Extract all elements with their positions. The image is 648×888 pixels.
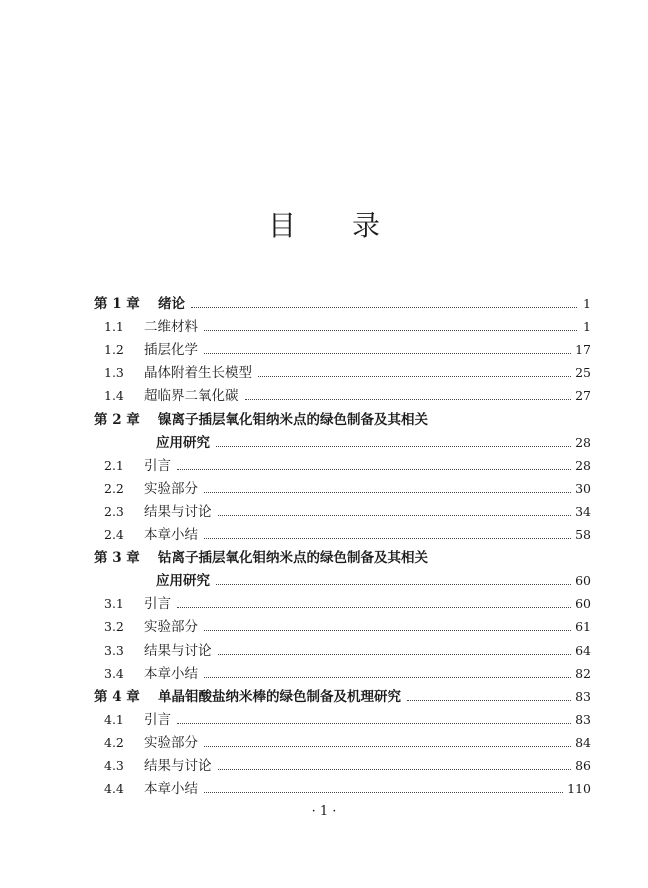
toc-entry-page: 60 bbox=[575, 573, 591, 589]
dot-leader bbox=[204, 791, 563, 793]
toc-entry-number: 第 1 章 bbox=[94, 296, 140, 312]
toc-section-entry[interactable] bbox=[104, 452, 591, 474]
toc-entry-title: 实验部分 bbox=[144, 734, 198, 751]
dot-leader bbox=[204, 491, 571, 493]
toc-entry-number: 4.4 bbox=[104, 781, 124, 797]
toc-entry-page: 17 bbox=[575, 342, 591, 358]
dot-leader bbox=[245, 398, 572, 400]
toc-entry-page: 83 bbox=[575, 711, 591, 727]
toc-entry-number: 3.3 bbox=[104, 642, 124, 658]
dot-leader bbox=[204, 629, 571, 631]
title-char-1: 目 bbox=[267, 209, 296, 242]
toc-entry-page: 83 bbox=[575, 688, 591, 704]
toc-entry-number: 2.3 bbox=[104, 503, 124, 519]
toc-entry-title: 镍离子插层氧化钼纳米点的绿色制备及其相关 bbox=[158, 411, 428, 428]
toc-entry-number: 4.3 bbox=[104, 758, 124, 773]
toc-entry-number: 4.2 bbox=[104, 734, 124, 750]
toc-entry-title: 应用研究 bbox=[156, 434, 210, 451]
dot-leader bbox=[216, 445, 571, 447]
toc-chapter-entry[interactable] bbox=[94, 683, 591, 705]
toc-entry-number: 1.2 bbox=[104, 342, 124, 358]
toc-entry-number: 3.2 bbox=[104, 619, 124, 635]
title-char-2: 录 bbox=[352, 209, 381, 242]
toc-entry-page: 64 bbox=[575, 642, 591, 658]
toc-entry-number: 第 4 章 bbox=[94, 688, 140, 705]
dot-leader bbox=[204, 352, 571, 354]
dot-leader bbox=[204, 745, 571, 747]
toc-entry-page: 28 bbox=[575, 457, 591, 473]
toc-entry-title: 插层化学 bbox=[144, 342, 198, 359]
page-title bbox=[0, 204, 648, 244]
toc-entry-number: 2.1 bbox=[104, 457, 124, 473]
toc-entry-number: 4.1 bbox=[104, 711, 124, 727]
toc-entry-page: 27 bbox=[575, 388, 591, 404]
toc-entry-title: 钴离子插层氧化钼纳米点的绿色制备及其相关 bbox=[158, 550, 428, 567]
toc-section-entry[interactable] bbox=[104, 359, 591, 381]
toc-entry-title: 本章小结 bbox=[144, 781, 198, 798]
toc-section-entry[interactable] bbox=[104, 637, 591, 659]
toc-entry-page: 86 bbox=[575, 758, 591, 773]
toc-entry-number: 1.4 bbox=[104, 388, 124, 404]
toc-chapter-entry[interactable] bbox=[94, 290, 591, 312]
toc-entry-title: 单晶钼酸盐纳米棒的绿色制备及机理研究 bbox=[158, 688, 401, 705]
toc-entry-page: 61 bbox=[575, 619, 591, 635]
toc-entry-number: 3.1 bbox=[104, 596, 124, 612]
toc-entry-title: 引言 bbox=[144, 596, 171, 613]
toc-section-entry[interactable] bbox=[104, 706, 591, 728]
toc-section-entry[interactable] bbox=[104, 475, 591, 497]
toc-entry-page: 82 bbox=[575, 665, 591, 681]
toc-section-entry[interactable] bbox=[104, 752, 591, 774]
toc-entry-title: 结果与讨论 bbox=[144, 758, 212, 774]
toc-section-entry[interactable] bbox=[104, 613, 591, 635]
page-number: · 1 · bbox=[311, 804, 337, 819]
toc-entry-number: 第 3 章 bbox=[94, 550, 140, 567]
toc-section-entry[interactable] bbox=[104, 775, 591, 797]
dot-leader bbox=[216, 583, 571, 585]
dot-leader bbox=[204, 676, 571, 678]
toc-section-entry[interactable] bbox=[104, 498, 591, 520]
toc-section-entry[interactable] bbox=[104, 382, 591, 404]
toc-chapter-entry[interactable] bbox=[156, 429, 591, 451]
toc-entry-page: 110 bbox=[567, 781, 591, 797]
toc-entry-title: 实验部分 bbox=[144, 619, 198, 636]
toc-entry-page: 1 bbox=[583, 319, 591, 335]
dot-leader bbox=[204, 537, 571, 539]
toc-entry-page: 25 bbox=[575, 365, 591, 381]
toc-entry-page: 28 bbox=[575, 434, 591, 450]
toc-entry-number: 2.2 bbox=[104, 480, 124, 496]
toc-chapter-entry[interactable] bbox=[94, 406, 591, 428]
toc-section-entry[interactable] bbox=[104, 590, 591, 612]
toc-entry-title: 引言 bbox=[144, 711, 171, 728]
dot-leader bbox=[218, 653, 572, 655]
dot-leader bbox=[204, 329, 577, 331]
toc-entry-number: 第 2 章 bbox=[94, 411, 140, 428]
toc-section-entry[interactable] bbox=[104, 521, 591, 543]
toc-entry-page: 84 bbox=[575, 734, 591, 750]
toc-entry-title: 结果与讨论 bbox=[144, 503, 212, 520]
toc-section-entry[interactable] bbox=[104, 336, 591, 358]
toc-entry-title: 结果与讨论 bbox=[144, 642, 212, 659]
toc-entry-title: 应用研究 bbox=[156, 573, 210, 590]
toc-entry-title: 引言 bbox=[144, 457, 171, 474]
toc-entry-page: 30 bbox=[575, 480, 591, 496]
toc-entry-title: 实验部分 bbox=[144, 480, 198, 497]
toc-entry-title: 晶体附着生长模型 bbox=[144, 365, 252, 382]
dot-leader bbox=[177, 722, 571, 724]
toc-section-entry[interactable] bbox=[104, 313, 591, 335]
dot-leader bbox=[218, 514, 572, 516]
toc-section-entry[interactable] bbox=[104, 729, 591, 751]
toc-entry-page: 58 bbox=[575, 527, 591, 542]
toc-section-entry[interactable] bbox=[104, 660, 591, 682]
toc-entry-title: 本章小结 bbox=[144, 527, 198, 543]
toc-entry-title: 超临界二氧化碳 bbox=[144, 388, 239, 405]
dot-leader bbox=[218, 768, 572, 770]
toc-chapter-entry[interactable] bbox=[94, 544, 591, 566]
toc-entry-page: 60 bbox=[575, 596, 591, 612]
toc-entry-number: 1.1 bbox=[104, 319, 124, 335]
toc-entry-number: 3.4 bbox=[104, 665, 124, 681]
toc-entry-title: 二维材料 bbox=[144, 319, 198, 336]
toc-entry-number: 2.4 bbox=[104, 527, 124, 542]
dot-leader bbox=[191, 306, 577, 308]
toc-entry-page: 34 bbox=[575, 503, 591, 519]
dot-leader bbox=[407, 699, 571, 701]
toc-chapter-entry[interactable] bbox=[156, 567, 591, 589]
toc-entry-page: 1 bbox=[583, 296, 591, 311]
dot-leader bbox=[177, 606, 571, 608]
toc-entry-number: 1.3 bbox=[104, 365, 124, 381]
toc-entry-title: 绪论 bbox=[158, 296, 185, 312]
dot-leader bbox=[258, 375, 571, 377]
toc-entry-title: 本章小结 bbox=[144, 665, 198, 682]
dot-leader bbox=[177, 468, 571, 470]
